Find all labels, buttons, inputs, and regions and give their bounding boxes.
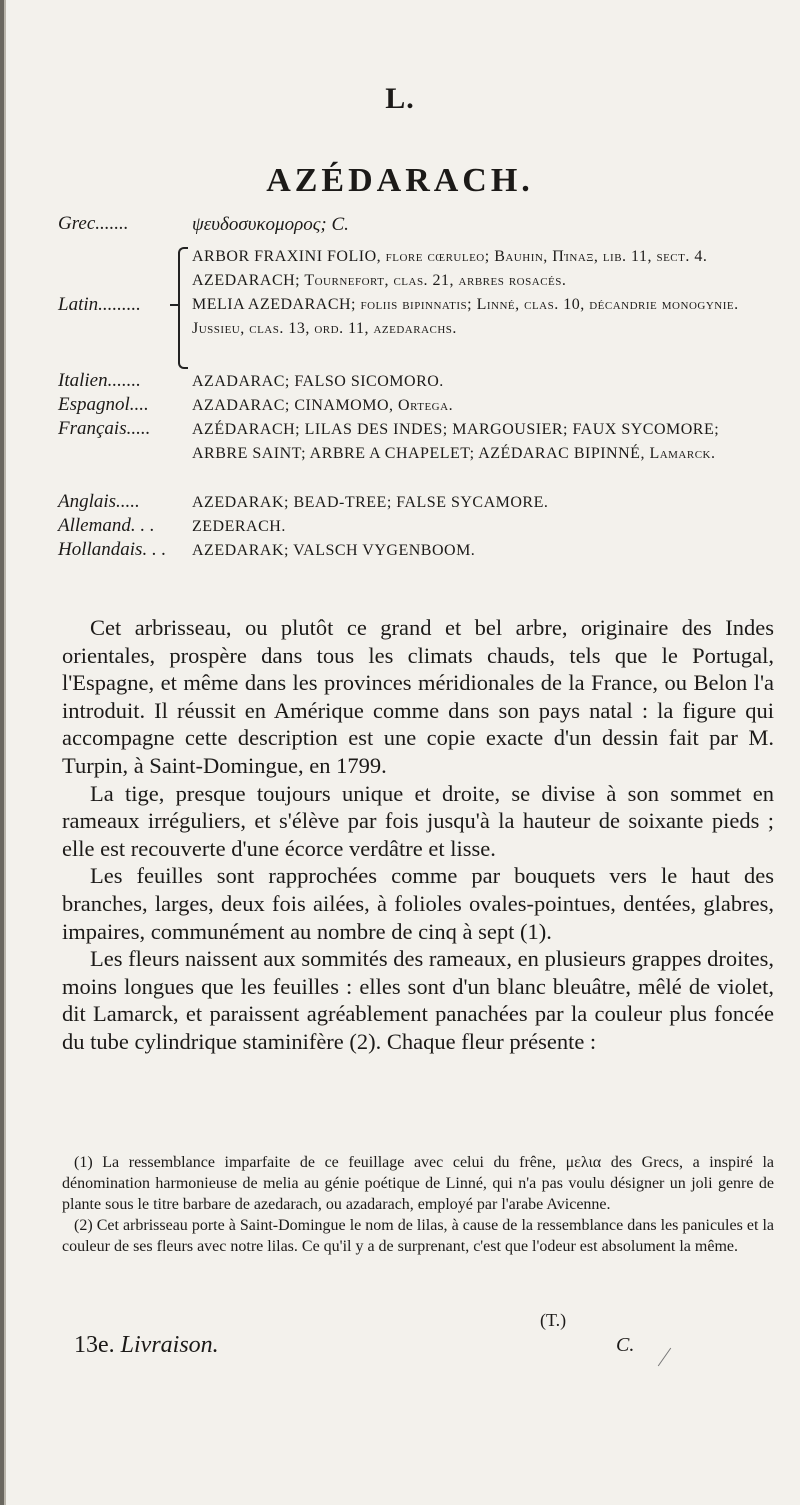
livraison-note: [74, 1332, 219, 1359]
synonym-line: ψευδοσυκομορος; C.: [192, 214, 349, 235]
main-text: [62, 614, 774, 1056]
paragraph: Les feuilles sont rapprochées comme par bouquets vers le haut des branches, larges, deux fois ailées, à folioles ovales-pointues, dentées, glabres, impaires, communément au nombre de cinq à sept (1).: [62, 863, 774, 944]
footnote: (2) Cet arbrisseau porte à Saint-Domingue le nom de lilas, à cause de la ressemblance dans les panicules et la couleur de ses fleurs avec notre lilas. Ce qu'il y a de surprenant, c'est que l'odeur est absolument la même.: [62, 1217, 774, 1255]
synonym-allemand: ZEDERACH.: [192, 518, 286, 535]
latin-brace-tip: [170, 304, 179, 306]
livraison-word: Livraison.: [120, 1332, 219, 1358]
lang-label-italien: Italien.......: [58, 370, 141, 391]
synonym-line: ARBOR FRAXINI FOLIO, flore cœruleo; Bauhin, Πίναξ, lib. 11, sect. 4.: [192, 248, 708, 265]
latin-brace: [178, 247, 188, 369]
signature-mark: C.: [616, 1334, 635, 1356]
lang-label-francais: Français.....: [58, 418, 151, 439]
paragraph: La tige, presque toujours unique et droite, se divise à son sommet en rameaux irréguliers, et s'élève par fois jusqu'à la hauteur de soixante pieds ; elle est recouverte d'une écorce verdâtre et lisse.: [62, 780, 774, 861]
footnote: (1) La ressemblance imparfaite de ce feuillage avec celui du frêne, μελια des Grecs, a inspiré la dénomination harmonieuse de melia au génie poétique de Linné, qui n'a pas voulu désigner un joli genre de plante sous le titre barbare de azedarach, ou azadarach, employé par l'arabe Avicenne.: [62, 1154, 774, 1213]
author-mark: (T.): [540, 1310, 567, 1330]
synonym-italien: AZADARAC; FALSO SICOMORO.: [192, 373, 444, 390]
lang-label-espagnol: Espagnol....: [58, 394, 149, 415]
page-title: AZÉDARACH.: [266, 162, 534, 199]
lang-label-hollandais: Hollandais. . .: [58, 539, 167, 560]
synonym-francais: AZÉDARACH; LILAS DES INDES; MARGOUSIER; FAUX SYCOMORE; ARBRE SAINT; ARBRE A CHAPELET; AZÉDARAC BIPINNÉ, Lamarck.: [192, 421, 720, 462]
synonym-line: AZEDARACH; Tournefort, clas. 21, arbres rosacés.: [192, 272, 567, 289]
lang-label-anglais: Anglais.....: [58, 491, 140, 512]
pencil-mark: [658, 1348, 671, 1367]
paragraph: Les fleurs naissent aux sommités des rameaux, en plusieurs grappes droites, moins longues que les feuilles : elles sont d'un blanc bleuâtre, mêlé de violet, dit Lamarck, et paraissent agréablement panachées par la couleur plus foncée du tube cylindrique staminifère (2). Chaque fleur présente :: [62, 946, 774, 1054]
footnotes: [62, 1152, 774, 1257]
page-edge-shadow: [4, 0, 6, 1505]
synonym-grec: [192, 213, 770, 237]
lang-label-latin: Latin.........: [58, 294, 141, 315]
lang-label-grec: Grec.......: [58, 213, 129, 234]
synonym-line: MELIA AZEDARACH; foliis bipinnatis; Linné, clas. 10, décandrie monogynie. Jussieu, clas. 13, ord. 11, azedarachs.: [192, 296, 739, 337]
lang-label-allemand: Allemand. . .: [58, 515, 155, 536]
synonym-hollandais: AZEDARAK; VALSCH VYGENBOOM.: [192, 542, 476, 559]
plate-number: L.: [385, 82, 415, 115]
synonym-anglais: AZEDARAK; BEAD-TREE; FALSE SYCAMORE.: [192, 494, 549, 511]
synonym-latin: [192, 245, 770, 341]
synonym-espagnol: AZADARAC; CINAMOMO, Ortega.: [192, 397, 454, 414]
paragraph: Cet arbrisseau, ou plutôt ce grand et bel arbre, originaire des Indes orientales, prospère dans tous les climats chauds, tels que le Portugal, l'Espagne, et même dans les provinces méridionales de la France, ou Belon l'a introduit. Il réussit en Amérique comme dans son pays natal : la figure qui accompagne cette description est une copie exacte d'un dessin fait par M. Turpin, à Saint-Domingue, en 1799.: [62, 615, 774, 778]
livraison-number: 13e.: [74, 1332, 115, 1358]
